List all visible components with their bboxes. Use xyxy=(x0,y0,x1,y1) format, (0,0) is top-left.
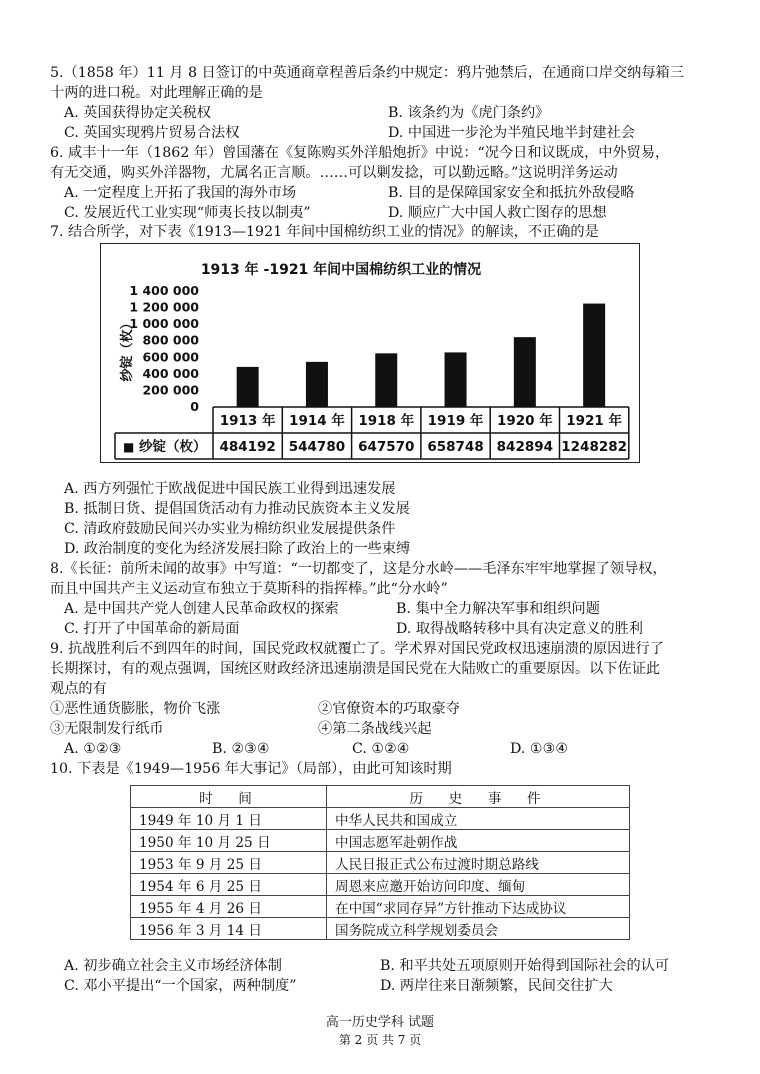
header-time: 时 间 xyxy=(131,786,327,808)
y-tick-label: 1 400 000 xyxy=(129,283,199,298)
q5-stem-line-1: 5.（1858 年）11 月 8 日签订的中英通商章程善后条约中规定：鸦片弛禁后，在通商口岸交纳每箱三 xyxy=(50,65,684,81)
y-tick-label: 600 000 xyxy=(142,349,199,365)
q5-option-d: D. 中国进一步沦为半殖民地半封建社会 xyxy=(388,125,635,141)
bar xyxy=(445,352,467,407)
q6-option-a: A. 一定程度上开拓了我国的海外市场 xyxy=(64,185,297,201)
row-event: 人民日报正式公布过渡时期总路线 xyxy=(327,852,630,874)
q6-stem-line-1: 6. 咸丰十一年（1862 年）曾国藩在《复陈购买外洋船炮折》中说：“况今日和议既成，中外贸易， xyxy=(50,145,670,161)
q7-option-b: B. 抵制日货、提倡国货活动有力推动民族资本主义发展 xyxy=(64,501,410,517)
q9-option-b: B. ②③④ xyxy=(212,741,270,757)
q9-option-d: D. ①③④ xyxy=(510,741,569,757)
footer-title: 高一历史学科 试题 xyxy=(325,1015,435,1030)
legend-marker: ■ xyxy=(123,440,135,454)
q10-option-a: A. 初步确立社会主义市场经济体制 xyxy=(64,958,282,974)
q8-option-a: A. 是中国共产党人创建人民革命政权的探索 xyxy=(64,601,339,617)
row-date: 1954 年 6 月 25 日 xyxy=(131,874,327,896)
bar xyxy=(583,304,605,407)
y-tick-label: 800 000 xyxy=(142,332,199,348)
q9-item-4: ④第二条战线兴起 xyxy=(318,721,432,737)
table-row xyxy=(131,830,630,852)
x-category-label: 1921 年 xyxy=(566,413,623,429)
chart-svg xyxy=(101,244,639,462)
q8-stem-line-2: 而且中国共产主义运动宣布独立于莫斯科的指挥棒。”此“分水岭” xyxy=(50,581,448,597)
q7-option-a: A. 西方列强忙于欧战促进中国民族工业得到迅速发展 xyxy=(64,481,396,497)
table-row xyxy=(131,918,630,940)
events-table xyxy=(130,785,630,940)
footer-page-number: 第 2 页 共 7 页 xyxy=(338,1033,422,1047)
q8-stem-line-1: 8.《长征：前所未闻的故事》中写道：“一切都变了，这是分水岭——毛泽东牢牢地掌握了领导权， xyxy=(50,561,667,577)
q9-option-c: C. ①②④ xyxy=(352,741,410,757)
row-date: 1956 年 3 月 14 日 xyxy=(131,918,327,940)
row-date: 1953 年 9 月 25 日 xyxy=(131,852,327,874)
y-tick-label: 1 200 000 xyxy=(129,299,199,315)
bar xyxy=(237,367,259,407)
row-event: 国务院成立科学规划委员会 xyxy=(327,918,630,940)
x-category-label: 1920 年 xyxy=(496,413,553,429)
q5-option-b: B. 该条约为《虎门条约》 xyxy=(388,105,550,121)
data-value-label: 484192 xyxy=(219,439,276,455)
q6-option-c: C. 发展近代工业实现“师夷长技以制夷” xyxy=(64,205,311,221)
q7-option-c: C. 清政府鼓励民间兴办实业为棉纺织业发展提供条件 xyxy=(64,521,396,537)
q9-stem-line-1: 9. 抗战胜利后不到四年的时间，国民党政权就覆亡了。学术界对国民党政权迅速崩溃的原因进行了 xyxy=(50,641,664,657)
data-value-label: 658748 xyxy=(427,439,484,455)
q8-option-b: B. 集中全力解决军事和组织问题 xyxy=(396,601,600,617)
table-row xyxy=(131,852,630,874)
data-value-label: 1248282 xyxy=(561,439,628,455)
q7-stem: 7. 结合所学，对下表《1913—1921 年间中国棉纺织工业的情况》的解读，不正确的是 xyxy=(50,224,599,240)
q9-item-3: ③无限制发行纸币 xyxy=(50,721,164,737)
table-header-row xyxy=(131,786,630,808)
row-event: 中华人民共和国成立 xyxy=(327,808,630,830)
q6-option-d: D. 顺应广大中国人救亡图存的思想 xyxy=(388,205,607,221)
table-row xyxy=(131,874,630,896)
y-axis-label: 纱锭（枚） xyxy=(120,316,135,382)
row-event: 在中国“求同存异”方针推动下达成协议 xyxy=(327,896,630,918)
q8-option-d: D. 取得战略转移中具有决定意义的胜利 xyxy=(396,621,643,637)
q6-option-b: B. 目的是保障国家安全和抵抗外敌侵略 xyxy=(388,185,635,201)
q9-item-2: ②官僚资本的巧取豪夺 xyxy=(318,701,460,717)
x-category-label: 1919 年 xyxy=(427,413,484,429)
x-category-label: 1918 年 xyxy=(358,413,415,429)
data-value-label: 842894 xyxy=(496,439,554,455)
header-event: 历 史 事 件 xyxy=(327,786,630,808)
bar xyxy=(306,362,328,407)
row-event: 中国志愿军赴朝作战 xyxy=(327,830,630,852)
row-date: 1949 年 10 月 1 日 xyxy=(131,808,327,830)
q5-option-a: A. 英国获得协定关税权 xyxy=(64,105,211,121)
q5-stem-line-2: 十两的进口税。对此理解正确的是 xyxy=(50,85,263,101)
q7-option-d: D. 政治制度的变化为经济发展扫除了政治上的一些束缚 xyxy=(64,541,411,557)
q9-stem-line-3: 观点的有 xyxy=(50,681,107,697)
q9-option-a: A. ①②③ xyxy=(64,741,122,757)
x-category-label: 1913 年 xyxy=(219,413,276,429)
y-tick-label: 200 000 xyxy=(142,382,199,398)
row-date: 1950 年 10 月 25 日 xyxy=(131,830,327,852)
bar xyxy=(375,353,397,407)
y-tick-label: 1 000 000 xyxy=(129,316,199,332)
q10-stem: 10. 下表是《1949—1956 年大事记》（局部），由此可知该时期 xyxy=(50,761,452,777)
data-value-label: 544780 xyxy=(288,439,346,455)
table-row xyxy=(131,808,630,830)
data-value-label: 647570 xyxy=(358,439,415,455)
y-tick-label: 400 000 xyxy=(142,365,199,381)
chart-title: 1913 年 -1921 年间中国棉纺织工业的情况 xyxy=(200,262,482,278)
row-date: 1955 年 4 月 26 日 xyxy=(131,896,327,918)
x-category-label: 1914 年 xyxy=(289,413,345,429)
q10-option-c: C. 邓小平提出“一个国家，两种制度” xyxy=(64,978,297,994)
y-tick-label: 0 xyxy=(190,399,199,414)
q5-option-c: C. 英国实现鸦片贸易合法权 xyxy=(64,125,240,141)
q8-option-c: C. 打开了中国革命的新局面 xyxy=(64,621,240,637)
q9-item-1: ①恶性通货膨胀，物价飞涨 xyxy=(50,701,221,717)
q10-option-d: D. 两岸往来日渐频繁，民间交往扩大 xyxy=(380,978,613,994)
q10-option-b: B. 和平共处五项原则开始得到国际社会的认可 xyxy=(380,958,670,974)
q9-stem-line-2: 长期探讨，有的观点强调，国统区财政经济迅速崩溃是国民党在大陆败亡的重要原因。以下佐证此 xyxy=(50,661,661,677)
row-event: 周恩来应邀开始访问印度、缅甸 xyxy=(327,874,630,896)
legend-series-name: 纱锭（枚） xyxy=(139,439,207,455)
bar xyxy=(514,337,536,407)
q6-stem-line-2: 有无交通，购买外洋器物，尤属名正言顺。……可以剿发捻，可以勤远略。”这说明洋务运动 xyxy=(50,165,618,181)
cotton-spindle-chart xyxy=(100,243,640,463)
table-row xyxy=(131,896,630,918)
